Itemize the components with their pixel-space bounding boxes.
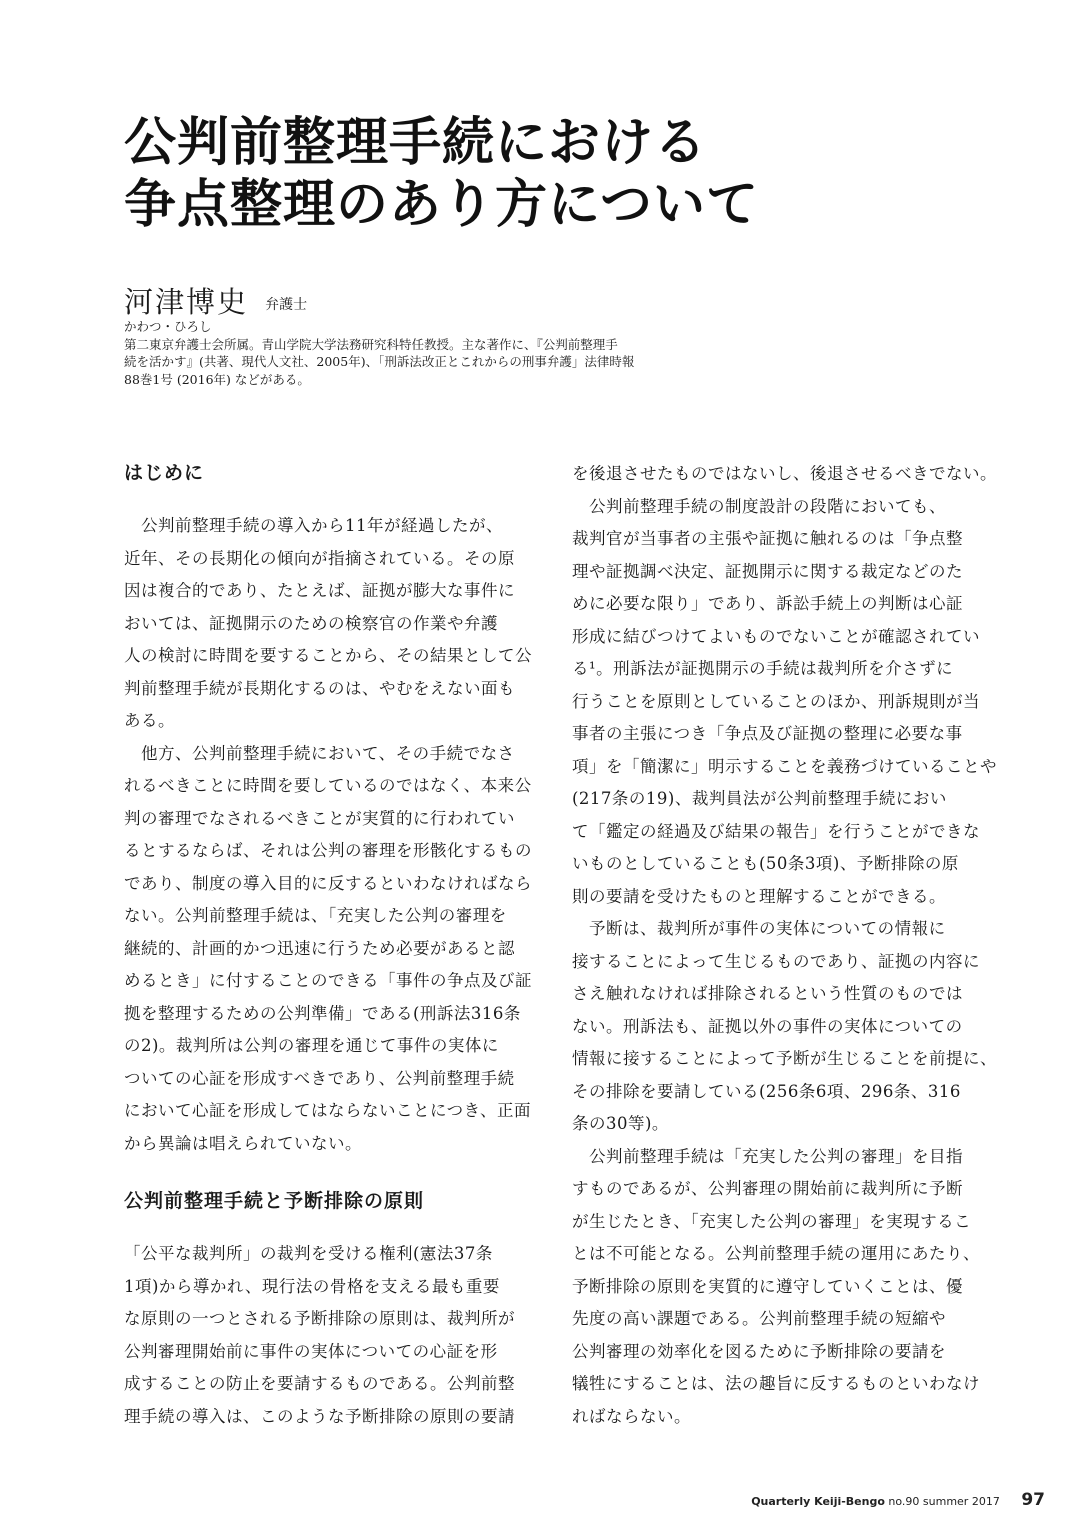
body-text-line: 「公平な裁判所」の裁判を受ける権利(憲法37条 (124, 1244, 493, 1263)
body-text-line: めに必要な限り」であり、訴訟手続上の判断は心証 (572, 594, 963, 613)
body-text-line: の2)。裁判所は公判の審理を通じて事件の実体に (124, 1036, 499, 1055)
body-text-line: 拠を整理するための公判準備」である(刑訴法316条 (124, 1003, 521, 1023)
body-text-line: ある。 (124, 711, 175, 730)
body-text-line: ない。公判前整理手続は、「充実した公判の審理を (124, 906, 507, 925)
body-text-line: (217条の19)、裁判員法が公判前整理手続におい (572, 789, 947, 808)
body-text-line: 項」を「簡潔に」明示することを義務づけていることや (572, 756, 997, 776)
body-text-line: 予断は、裁判所が事件の実体についての情報に (572, 919, 946, 938)
section-body-introduction (124, 510, 544, 1160)
body-text-line: 理手続の導入は、このような予断排除の原則の要請 (124, 1406, 515, 1426)
body-text-line: 裁判官が当事者の主張や証拠に触れるのは「争点整 (572, 529, 963, 548)
body-text-line: めるとき」に付することのできる「事件の争点及び証 (124, 971, 532, 990)
body-text-line: であり、制度の導入目的に反するといわなければなら (124, 873, 532, 893)
body-text-line: 犠牲にすることは、法の趣旨に反するものといわなけ (572, 1374, 980, 1393)
body-text-line: 1項)から導かれ、現行法の骨格を支える最も重要 (124, 1276, 500, 1296)
body-text-line: が生じたとき、「充実した公判の審理」を実現するこ (572, 1211, 972, 1231)
body-text-line: て「鑑定の経過及び結果の報告」を行うことができな (572, 821, 980, 841)
article-title (124, 112, 944, 236)
author-role: 弁護士 (265, 297, 308, 313)
body-text-line: 予断排除の原則を実質的に遵守していくことは、優 (572, 1276, 963, 1296)
body-text-line: を後退させたものではないし、後退させるべきでない。 (572, 464, 997, 483)
body-text-line: 近年、その長期化の傾向が指摘されている。その原 (124, 548, 515, 568)
body-text-line: 公判前整理手続の制度設計の段階においても、 (572, 496, 946, 516)
body-text-line: 判前整理手続が長期化するのは、やむをえない面も (124, 678, 515, 698)
body-text-line: 人の検討に時間を要することから、その結果として公 (124, 646, 532, 665)
body-text-line: 他方、公判前整理手続において、その手続でなさ (124, 743, 515, 763)
body-text-line: な原則の一つとされる予断排除の原則は、裁判所が (124, 1309, 515, 1328)
body-text-line: 条の30等)。 (572, 1114, 669, 1133)
body-text-line: 継続的、計画的かつ迅速に行うため必要があると認 (124, 938, 515, 958)
body-text-line: ない。刑訴法も、証拠以外の事件の実体についての (572, 1016, 963, 1036)
body-text-line: すものであるが、公判審理の開始前に裁判所に予断 (572, 1179, 963, 1198)
body-text-line: において心証を形成してはならないことにつき、正面 (124, 1101, 532, 1120)
body-text-line: る¹。刑訴法が証拠開示の手続は裁判所を介さずに (572, 659, 954, 678)
body-text-line: 先度の高い課題である。公判前整理手続の短縮や (572, 1309, 946, 1328)
body-text-line: 因は複合的であり、たとえば、証拠が膨大な事件に (124, 581, 515, 600)
title-line-1: 公判前整理手続における (124, 113, 708, 173)
journal-issue: no.90 summer 2017 (888, 1495, 1000, 1508)
body-text-line: 判の審理でなされるべきことが実質的に行われてい (124, 808, 515, 828)
bio-line: 続を活かす』(共著、現代人文社、2005年)、「刑訴法改正とこれからの刑事弁護」法律時報 (124, 354, 635, 369)
body-text-line: おいては、証拠開示のための検察官の作業や弁護 (124, 613, 498, 633)
section-body-pretrial-and-prejudice (124, 1238, 544, 1433)
body-text-line: 事者の主張につき「争点及び証拠の整理に必要な事 (572, 724, 963, 743)
body-text-line: から異論は唱えられていない。 (124, 1133, 362, 1153)
author-bio (124, 318, 704, 388)
body-text-line: さえ触れなければ排除されるという性質のものでは (572, 984, 963, 1003)
page-footer (751, 1490, 1045, 1510)
body-text-line: 公判前整理手続の導入から11年が経過したが、 (124, 516, 503, 535)
body-text-line: ればならない。 (572, 1406, 691, 1426)
bio-line: 88巻1号 (2016年) などがある。 (124, 371, 310, 387)
left-column (124, 448, 544, 1433)
section-heading-introduction: はじめに (124, 462, 205, 484)
body-text-line: るとするならば、それは公判の審理を形骸化するもの (124, 841, 532, 860)
body-text-line: いものとしていることも(50条3項)、予断排除の原 (572, 854, 959, 873)
body-text-line: 公判前整理手続は「充実した公判の審理」を目指 (572, 1146, 963, 1166)
page-number: 97 (1021, 1490, 1045, 1510)
body-text-line: その排除を要請している(256条6項、296条、316 (572, 1081, 961, 1101)
body-text-line: 公判審理の効率化を図るために予断排除の要請を (572, 1341, 946, 1361)
body-text-line: 接することによって生じるものであり、証拠の内容に (572, 951, 980, 971)
body-text-line: 則の要請を受けたものと理解することができる。 (572, 886, 946, 906)
bio-line: 第二東京弁護士会所属。青山学院大学法務研究科特任教授。主な著作に、『公判前整理手 (124, 336, 618, 352)
section-heading-pretrial-and-prejudice: 公判前整理手続と予断排除の原則 (124, 1190, 425, 1212)
body-text-line: とは不可能となる。公判前整理手続の運用にあたり、 (572, 1244, 980, 1263)
right-column-body (572, 458, 997, 1433)
body-text-line: れるべきことに時間を要しているのではなく、本来公 (124, 776, 532, 795)
right-column (572, 458, 997, 1433)
body-text-line: 成することの防止を要請するものである。公判前整 (124, 1374, 515, 1393)
body-text-line: 公判審理開始前に事件の実体についての心証を形 (124, 1341, 498, 1361)
body-text-line: 行うことを原則としていることのほか、刑訴規則が当 (572, 691, 980, 711)
body-text-line: 情報に接することによって予断が生じることを前提に、 (572, 1049, 997, 1068)
author-byline (124, 280, 307, 320)
author-reading: かわつ・ひろし (124, 319, 212, 334)
author-name: 河津博史 (124, 285, 249, 319)
journal-name: Quarterly Keiji-Bengo (751, 1495, 885, 1508)
body-text-line: 理や証拠調べ決定、証拠開示に関する裁定などのた (572, 561, 963, 581)
body-text-line: 形成に結びつけてよいものでないことが確認されてい (572, 626, 980, 646)
title-line-2: 争点整理のあり方について (124, 175, 759, 235)
body-text-line: ついての心証を形成すべきであり、公判前整理手続 (124, 1068, 515, 1088)
